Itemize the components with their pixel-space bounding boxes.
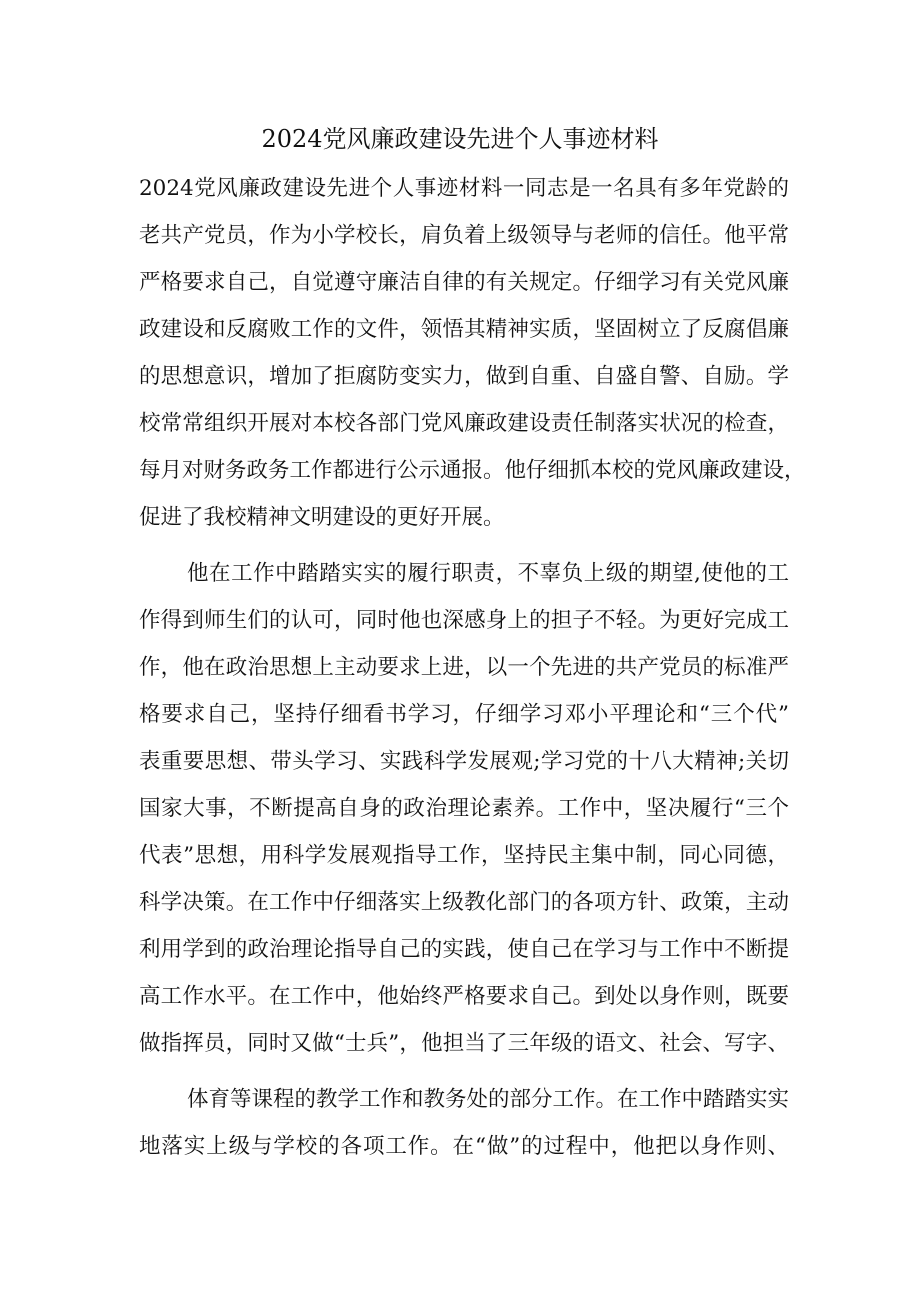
paragraph-line: 高工作水平。在工作中，他始终严格要求自己。到处以身作则，既要: [139, 984, 789, 1009]
paragraph-line: 作，他在政治思想上主动要求上进，以一个先进的共产党员的标准严: [139, 655, 789, 680]
paragraph-line: 他在工作中踏踏实实的履行职责，不辜负上级的期望,使他的工: [187, 561, 789, 586]
paragraph-line: 表重要思想、带头学习、实践科学发展观;学习党的十八大精神;关切: [139, 749, 789, 774]
paragraph-line: 做指挥员，同时又做“士兵”，他担当了三年级的语文、社会、写字、: [139, 1031, 789, 1056]
paragraph-line: 2024党风廉政建设先进个人事迹材料一同志是一名具有多年党龄的: [139, 176, 789, 201]
paragraph-line: 老共产党员，作为小学校长，肩负着上级领导与老师的信任。他平常: [139, 223, 789, 248]
paragraph-line: 政建设和反腐败工作的文件，领悟其精神实质，坚固树立了反腐倡廉: [139, 317, 789, 342]
paragraph-line: 校常常组织开展对本校各部门党风廉政建设责任制落实状况的检查，: [139, 411, 789, 436]
paragraph-line: 地落实上级与学校的各项工作。在“做”的过程中，他把以身作则、: [139, 1134, 789, 1159]
paragraph-line: 作得到师生们的认可，同时他也深感身上的担子不轻。为更好完成工: [139, 608, 789, 633]
paragraph-line: 利用学到的政治理论指导自己的实践，使自己在学习与工作中不断提: [139, 937, 789, 962]
paragraph-line: 每月对财务政务工作都进行公示通报。他仔细抓本校的党风廉政建设，: [139, 458, 806, 483]
paragraph-line: 促进了我校精神文明建设的更好开展。: [139, 505, 505, 530]
paragraph-line: 代表”思想，用科学发展观指导工作，坚持民主集中制，同心同德，: [139, 843, 789, 868]
paragraph-line: 格要求自己，坚持仔细看书学习，仔细学习邓小平理论和“三个代”: [139, 702, 789, 727]
paragraph-line: 的思想意识，增加了拒腐防变实力，做到自重、自盛自警、自励。学: [139, 364, 789, 389]
paragraph-line: 国家大事，不断提高自身的政治理论素养。工作中，坚决履行“三个: [139, 796, 789, 821]
paragraph-line: 科学决策。在工作中仔细落实上级教化部门的各项方针、政策，主动: [139, 890, 789, 915]
document-title: 2024党风廉政建设先进个人事迹材料: [261, 125, 659, 153]
paragraph-line: 体育等课程的教学工作和教务处的部分工作。在工作中踏踏实实: [187, 1087, 790, 1112]
paragraph-line: 严格要求自己，自觉遵守廉洁自律的有关规定。仔细学习有关党风廉: [139, 270, 789, 295]
